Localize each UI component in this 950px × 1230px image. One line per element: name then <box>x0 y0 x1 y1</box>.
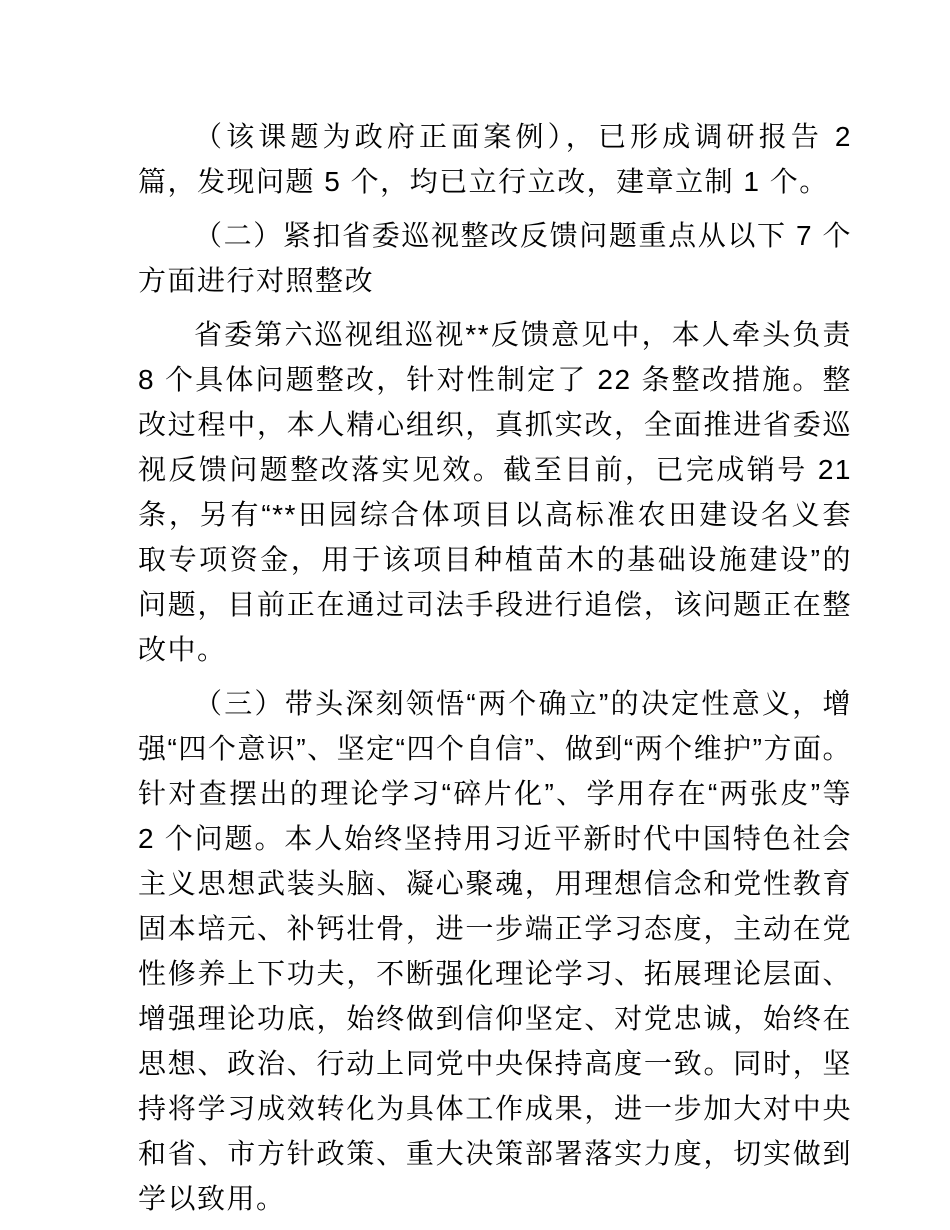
paragraph-section-3-body: （三）带头深刻领悟“两个确立”的决定性意义，增强“四个意识”、坚定“四个自信”、做到“两个维护”方面。针对查摆出的理论学习“碎片化”、学用存在“两张皮”等 2 个问题。本人始终坚持用习近平新时代中国特色社会主义思想武装头脑、凝心聚魂，用理想信念和党性教育固本培元、补钙壮骨，进一步端正学习态度，主动在党性修养上下功夫，不断强化理论学习、拓展理论层面、增强理论功底，始终做到信仰坚定、对党忠诚，始终在思想、政治、行动上同党中央保持高度一致。同时，坚持将学习成效转化为具体工作成果，进一步加大对中央和省、市方针政策、重大决策部署落实力度，切实做到学以致用。 <box>138 688 852 1214</box>
paragraph-continued: （该课题为政府正面案例），已形成调研报告 2 篇，发现问题 5 个，均已立行立改，建章立制 1 个。 <box>138 121 852 197</box>
paragraph-section-heading-2: （二）紧扣省委巡视整改反馈问题重点从以下 7 个方面进行对照整改 <box>138 220 852 296</box>
document-body-text <box>138 114 852 1230</box>
paragraph-section-2-body: 省委第六巡视组巡视**反馈意见中，本人牵头负责 8 个具体问题整改，针对性制定了 22 条整改措施。整改过程中，本人精心组织，真抓实改，全面推进省委巡视反馈问题整改落实见效。截至目前，已完成销号 21 条，另有“**田园综合体项目以高标准农田建设名义套取专项资金，用于该项目种植苗木的基础设施建设”的问题，目前正在通过司法手段进行追偿，该问题正在整改中。 <box>138 319 852 665</box>
